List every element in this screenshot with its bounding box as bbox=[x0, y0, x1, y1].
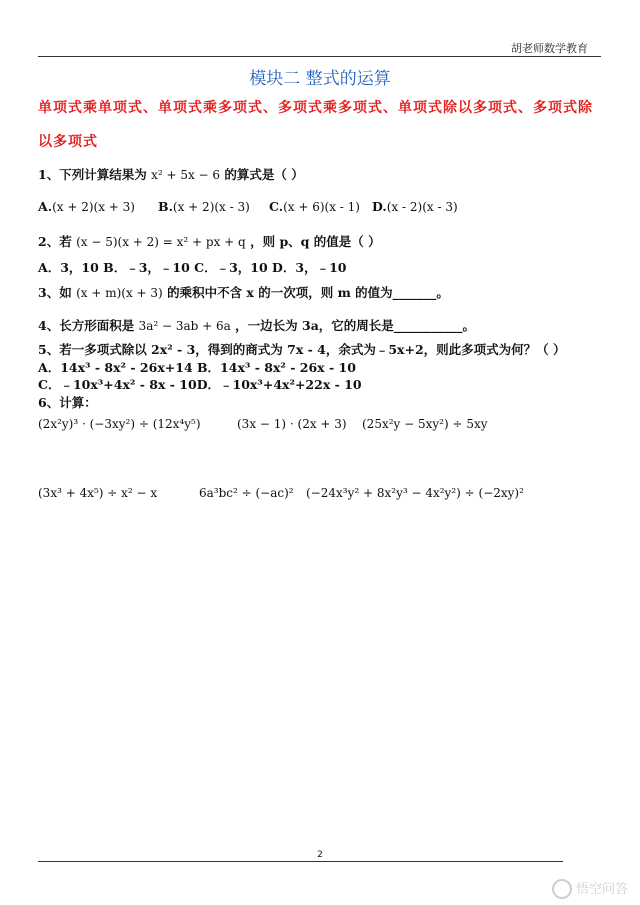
question-5-stem: 5、若一多项式除以 2x² - 3，得到的商式为 7x - 4，余式为﹣5x+2，则此多项式为何？（ ） bbox=[38, 342, 566, 357]
question-3-stem-b: 的乘积中不含 x 的一次项，则 m 的值为_______。 bbox=[167, 285, 449, 300]
question-2-options: A．3，10 B．﹣3，﹣10 C．﹣3，10 D．3，﹣10 bbox=[38, 260, 347, 275]
question-1-expression: x² + 5x − 6 bbox=[151, 168, 221, 182]
question-4-expression: 3a² − 3ab + 6a bbox=[138, 319, 231, 333]
question-3-stem-a: 3、如 bbox=[38, 285, 72, 300]
question-1 bbox=[38, 165, 304, 183]
page-title: 模块二 整式的运算 bbox=[249, 69, 391, 89]
question-4-stem-b: ，一边长为 3a，它的周长是___________。 bbox=[235, 318, 476, 333]
question-2-stem-b: ，则 p、q 的值是（ ） bbox=[250, 234, 381, 249]
question-6-expr-3: (25x²y − 5xy²) ÷ 5xy bbox=[362, 417, 488, 431]
question-6-expr-6: (−24x³y² + 8x²y³ − 4x²y²) ÷ (−2xy)² bbox=[306, 486, 524, 500]
question-1-stem-b: 的算式是（ ） bbox=[224, 167, 304, 182]
option-label: B. bbox=[158, 199, 173, 214]
question-1-stem-a: 1、下列计算结果为 bbox=[38, 167, 147, 182]
question-6-expr-5: 6a³bc² ÷ (−ac)² bbox=[199, 486, 294, 500]
watermark-logo-icon bbox=[552, 879, 572, 899]
question-1-option-b bbox=[158, 199, 250, 214]
question-2-stem-a: 2、若 bbox=[38, 234, 72, 249]
question-6-stem: 6、计算： bbox=[38, 395, 97, 410]
question-1-option-d bbox=[372, 199, 458, 214]
option-expression: (x + 2)(x + 3) bbox=[52, 200, 135, 214]
question-4 bbox=[38, 316, 475, 334]
watermark bbox=[552, 878, 628, 900]
question-3 bbox=[38, 283, 449, 301]
footer-divider bbox=[38, 861, 563, 862]
question-6-expr-2: (3x − 1) · (2x + 3) bbox=[237, 417, 347, 431]
subtitle-line-2: 以多项式 bbox=[38, 134, 98, 150]
question-1-option-a bbox=[38, 199, 135, 214]
question-2 bbox=[38, 232, 381, 250]
question-2-expression: (x − 5)(x + 2) = x² + px + q bbox=[76, 235, 246, 249]
option-expression: (x + 6)(x - 1) bbox=[283, 200, 360, 214]
option-label: A. bbox=[38, 199, 53, 214]
watermark-text: 悟空问答 bbox=[575, 881, 628, 897]
question-3-expression: (x + m)(x + 3) bbox=[76, 286, 163, 300]
option-expression: (x + 2)(x - 3) bbox=[172, 200, 250, 214]
header-text: 胡老师数学教育 bbox=[511, 42, 588, 55]
question-5-options-ab: A．14x³ - 8x² - 26x+14 B．14x³ - 8x² - 26x - 10 bbox=[38, 360, 356, 375]
question-5-options-cd: C．﹣10x³+4x² - 8x - 10D．﹣10x³+4x²+22x - 10 bbox=[38, 377, 362, 392]
question-1-option-c bbox=[269, 199, 360, 214]
header-divider bbox=[38, 56, 601, 57]
page-number: 2 bbox=[317, 850, 323, 860]
subtitle-line-1: 单项式乘单项式、单项式乘多项式、多项式乘多项式、单项式除以多项式、多项式除 bbox=[38, 100, 593, 116]
option-expression: (x - 2)(x - 3) bbox=[386, 200, 458, 214]
option-label: C. bbox=[269, 199, 284, 214]
question-6-expr-4: (3x³ + 4x⁵) ÷ x² − x bbox=[38, 486, 158, 500]
option-label: D. bbox=[372, 199, 387, 214]
question-6-expr-1: (2x²y)³ · (−3xy²) ÷ (12x⁴y⁵) bbox=[38, 417, 201, 431]
question-4-stem-a: 4、长方形面积是 bbox=[38, 318, 135, 333]
